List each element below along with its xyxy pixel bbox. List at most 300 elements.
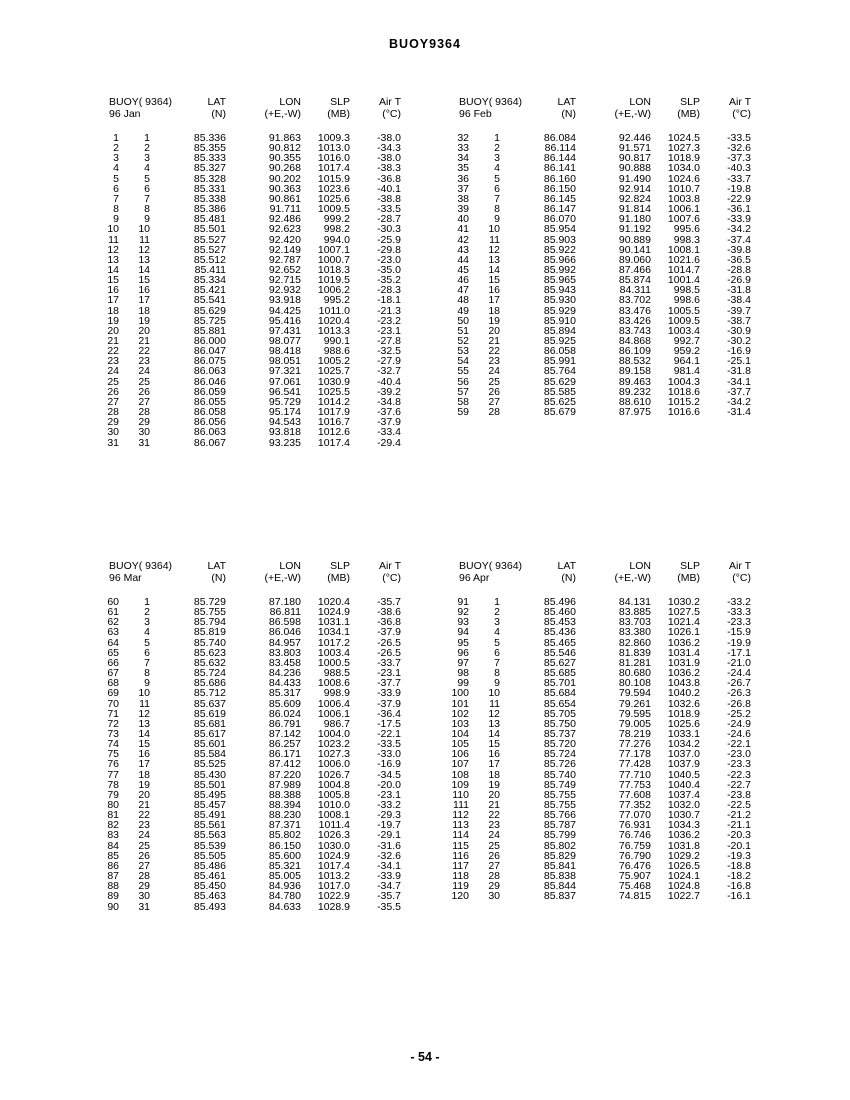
cell-day-of-year: 43 [457,243,469,256]
cell-lon: 84.780 [268,890,301,903]
cell-day-of-month: 29 [138,416,150,429]
cell-slp: 1022.9 [317,890,350,903]
cell-lon: 87.180 [268,596,301,608]
cell-lat: 85.525 [193,758,226,771]
cell-day-of-month: 4 [494,162,500,175]
cell-lat: 85.493 [193,900,226,913]
cell-lon: 90.355 [268,152,301,165]
cell-slp: 1016.7 [317,416,350,429]
cell-air-temp: -38.8 [377,192,401,205]
month-table [350,560,780,1020]
cell-day-of-month: 23 [488,355,500,368]
cell-lat: 85.881 [193,324,226,337]
cell-day-of-month: 17 [138,758,150,771]
cell-slp: 1009.3 [317,132,350,144]
cell-day-of-month: 26 [138,849,150,862]
cell-day-of-month: 11 [489,233,500,246]
cell-lon: 92.715 [268,274,301,287]
cell-day-of-year: 47 [457,284,469,297]
cell-slp: 1018.3 [317,263,350,276]
cell-slp: 998.6 [673,294,700,307]
cell-day-of-year: 54 [457,355,469,368]
cell-day-of-month: 8 [144,667,150,680]
cell-slp: 1016.0 [317,152,350,165]
cell-day-of-month: 8 [494,667,500,680]
cell-day-of-year: 102 [451,707,469,720]
cell-slp: 998.9 [323,687,350,700]
cell-day-of-year: 79 [107,788,119,801]
cell-lat: 85.930 [543,294,576,307]
cell-day-of-year: 83 [107,829,119,842]
cell-lat: 85.720 [543,738,576,751]
cell-day-of-month: 12 [488,707,500,720]
cell-day-of-month: 28 [488,870,500,883]
cell-slp: 1036.2 [667,636,700,649]
cell-lat: 86.063 [193,426,226,439]
cell-air-temp: -37.6 [377,406,401,419]
cell-day-of-month: 30 [138,890,150,903]
cell-lat: 85.527 [193,243,226,256]
cell-day-of-month: 8 [144,203,150,216]
cell-day-of-year: 35 [457,162,469,175]
cell-slp: 1005.5 [667,304,700,317]
cell-lat: 85.629 [193,304,226,317]
cell-lat: 85.463 [193,890,226,903]
cell-lon: 92.623 [268,223,301,236]
cell-air-temp: -18.8 [727,859,751,872]
cell-lon: 75.468 [618,880,651,893]
cell-day-of-year: 70 [107,697,119,710]
cell-slp: 1026.7 [317,768,350,781]
cell-lat: 85.705 [543,707,576,720]
cell-lon: 97.061 [268,375,301,388]
cell-lat: 85.430 [193,768,226,781]
cell-lon: 74.815 [618,890,651,903]
cell-lat: 85.527 [193,233,226,246]
cell-lat: 85.386 [193,203,226,216]
cell-lon: 86.109 [618,345,651,358]
cell-air-temp: -24.9 [727,717,751,730]
cell-lon: 87.975 [618,406,651,419]
cell-lon: 79.261 [618,697,651,710]
cell-air-temp: -36.1 [727,203,751,216]
header-slp: SLP [330,560,350,572]
cell-lon: 79.595 [618,707,651,720]
cell-lon: 88.610 [618,395,651,408]
header-lon-unit: (+E,-W) [264,108,301,120]
cell-lat: 85.726 [543,758,576,771]
cell-slp: 1013.0 [317,142,350,155]
cell-day-of-month: 6 [144,182,150,195]
cell-air-temp: -38.7 [727,314,751,327]
cell-day-of-year: 42 [457,233,469,246]
cell-air-temp: -37.9 [377,697,401,710]
cell-lat: 85.992 [543,263,576,276]
cell-day-of-year: 76 [107,758,119,771]
header-air-temp: Air T [729,96,751,108]
cell-lon: 88.532 [618,355,651,368]
cell-air-temp: -18.1 [377,294,401,307]
cell-air-temp: -31.8 [727,365,751,378]
cell-lat: 85.495 [193,788,226,801]
cell-lat: 86.160 [543,172,576,185]
cell-slp: 998.3 [673,233,700,246]
cell-day-of-year: 32 [457,132,469,144]
cell-lat: 86.075 [193,355,226,368]
cell-day-of-month: 17 [488,758,500,771]
cell-slp: 1010.0 [317,799,350,811]
cell-day-of-month: 19 [138,778,150,791]
cell-day-of-year: 92 [457,606,469,619]
cell-day-of-year: 87 [107,870,119,883]
cell-day-of-year: 48 [457,294,469,307]
cell-lat: 85.355 [193,142,226,155]
cell-air-temp: -33.5 [377,738,401,751]
cell-day-of-year: 3 [113,152,119,165]
cell-lat: 85.829 [543,849,576,862]
cell-lon: 83.703 [618,616,651,629]
cell-air-temp: -16.1 [727,890,751,903]
cell-lon: 86.171 [268,748,301,761]
cell-day-of-month: 6 [494,182,500,195]
cell-day-of-month: 3 [494,152,500,165]
header-slp-unit: (MB) [327,108,350,120]
cell-air-temp: -22.3 [727,768,751,781]
cell-day-of-year: 109 [451,778,469,791]
cell-day-of-month: 15 [488,738,500,751]
cell-slp: 981.4 [673,365,700,378]
cell-day-of-year: 114 [452,829,469,842]
cell-day-of-month: 16 [488,284,500,297]
cell-day-of-month: 16 [138,284,150,297]
cell-lat: 85.481 [193,213,226,226]
cell-day-of-year: 24 [107,365,119,378]
cell-slp: 1026.5 [667,859,700,872]
cell-day-of-year: 118 [452,870,469,883]
cell-air-temp: -26.7 [727,677,751,690]
cell-day-of-month: 30 [138,426,150,439]
cell-air-temp: -30.9 [727,324,751,337]
cell-day-of-month: 14 [138,263,150,276]
cell-day-of-year: 111 [453,799,469,811]
cell-slp: 1017.4 [317,162,350,175]
cell-air-temp: -33.4 [377,426,401,439]
cell-lat: 85.712 [193,687,226,700]
cell-lon: 83.803 [268,646,301,659]
cell-slp: 1004.0 [317,727,350,740]
cell-lat: 85.844 [543,880,576,893]
cell-day-of-month: 26 [488,849,500,862]
cell-air-temp: -29.8 [377,243,401,256]
cell-day-of-year: 51 [457,324,469,337]
cell-day-of-year: 31 [107,436,119,449]
cell-lon: 87.220 [268,768,301,781]
cell-lon: 88.388 [268,788,301,801]
cell-air-temp: -30.3 [377,223,401,236]
cell-lat: 85.501 [193,778,226,791]
cell-air-temp: -33.9 [377,687,401,700]
cell-lat: 86.141 [543,162,576,175]
cell-air-temp: -21.1 [727,819,751,832]
cell-slp: 1021.4 [667,616,700,629]
cell-air-temp: -33.7 [727,172,751,185]
cell-air-temp: -16.9 [377,758,401,771]
cell-day-of-year: 52 [457,335,469,347]
cell-air-temp: -27.8 [377,335,401,347]
cell-slp: 1017.4 [317,436,350,449]
cell-day-of-month: 5 [144,636,150,649]
cell-lat: 85.541 [193,294,226,307]
cell-lat: 86.144 [543,152,576,165]
cell-lon: 89.060 [618,253,651,266]
cell-lat: 86.063 [193,365,226,378]
cell-air-temp: -16.8 [727,880,751,893]
cell-lat: 85.491 [193,809,226,822]
cell-day-of-month: 20 [138,788,150,801]
header-buoy: BUOY( 9364) [109,560,173,572]
cell-lon: 89.463 [618,375,651,388]
header-air-temp-unit: (°C) [382,108,401,120]
cell-lat: 85.453 [543,616,576,629]
cell-slp: 1043.8 [667,677,700,690]
cell-slp: 1006.2 [317,284,350,297]
cell-day-of-year: 71 [107,707,119,720]
cell-slp: 1036.2 [667,829,700,842]
cell-air-temp: -33.5 [377,203,401,216]
cell-lon: 86.791 [268,717,301,730]
cell-day-of-month: 19 [488,778,500,791]
cell-lat: 85.619 [193,707,226,720]
cell-slp: 964.1 [673,355,700,368]
cell-day-of-year: 50 [457,314,469,327]
cell-lat: 85.512 [193,253,226,266]
cell-air-temp: -26.5 [377,646,401,659]
cell-slp: 994.0 [323,233,350,246]
cell-slp: 1006.0 [317,758,350,771]
cell-day-of-month: 10 [138,223,150,236]
cell-lon: 76.476 [618,859,651,872]
cell-day-of-year: 74 [107,738,119,751]
cell-day-of-month: 5 [144,172,150,185]
cell-lon: 97.321 [268,365,301,378]
cell-air-temp: -19.7 [377,819,401,832]
cell-lon: 84.131 [618,596,651,608]
cell-day-of-year: 99 [457,677,469,690]
cell-lat: 85.327 [193,162,226,175]
cell-lon: 91.192 [618,223,651,236]
cell-lon: 92.420 [268,233,301,246]
cell-air-temp: -36.8 [377,172,401,185]
cell-lat: 85.841 [543,859,576,872]
cell-lon: 86.598 [268,616,301,629]
header-slp-unit: (MB) [327,572,350,584]
cell-day-of-year: 120 [451,890,469,903]
cell-lon: 83.426 [618,314,651,327]
cell-air-temp: -31.4 [727,406,751,419]
cell-air-temp: -17.5 [377,717,401,730]
cell-slp: 995.6 [673,223,700,236]
cell-slp: 1037.4 [667,788,700,801]
cell-lat: 85.737 [543,727,576,740]
cell-lat: 85.450 [193,880,226,893]
cell-day-of-month: 15 [138,274,150,287]
cell-air-temp: -33.9 [727,213,751,226]
cell-lat: 85.799 [543,829,576,842]
cell-day-of-month: 13 [138,253,150,266]
cell-air-temp: -23.3 [727,758,751,771]
cell-slp: 1030.0 [317,839,350,852]
cell-day-of-year: 94 [457,626,469,639]
cell-lon: 87.412 [268,758,301,771]
cell-air-temp: -32.6 [377,849,401,862]
cell-air-temp: -31.6 [377,839,401,852]
cell-day-of-year: 38 [457,192,469,205]
cell-lon: 85.802 [268,829,301,842]
cell-slp: 1030.7 [667,809,700,822]
cell-air-temp: -33.9 [377,870,401,883]
cell-lat: 86.059 [193,385,226,398]
cell-air-temp: -18.2 [727,870,751,883]
cell-day-of-year: 119 [452,880,469,893]
cell-air-temp: -37.7 [377,677,401,690]
cell-lon: 83.743 [618,324,651,337]
cell-day-of-year: 41 [457,223,469,236]
cell-lat: 85.684 [543,687,576,700]
cell-lon: 81.839 [618,646,651,659]
cell-day-of-year: 115 [452,839,469,852]
cell-lat: 85.681 [193,717,226,730]
cell-air-temp: -33.2 [377,799,401,811]
cell-day-of-month: 22 [138,809,150,822]
cell-day-of-year: 117 [452,859,469,872]
cell-air-temp: -22.1 [377,727,401,740]
cell-air-temp: -25.2 [727,707,751,720]
cell-air-temp: -15.9 [727,626,751,639]
header-slp-unit: (MB) [677,572,700,584]
cell-day-of-month: 2 [144,606,150,619]
cell-air-temp: -26.9 [727,274,751,287]
cell-day-of-month: 11 [139,697,150,710]
cell-lat: 85.764 [543,365,576,378]
cell-day-of-month: 18 [488,768,500,781]
cell-day-of-month: 12 [138,243,150,256]
cell-slp: 1003.4 [667,324,700,337]
cell-day-of-month: 27 [138,859,150,872]
cell-day-of-year: 104 [451,727,469,740]
cell-lon: 87.466 [618,263,651,276]
header-lat-unit: (N) [561,108,576,120]
cell-lon: 91.711 [269,203,301,216]
cell-day-of-month: 17 [138,294,150,307]
cell-lon: 88.230 [268,809,301,822]
cell-lon: 95.729 [268,395,301,408]
cell-lon: 77.178 [618,748,651,761]
cell-slp: 1020.4 [317,596,350,608]
cell-lat: 85.465 [543,636,576,649]
cell-lon: 82.860 [618,636,651,649]
cell-lat: 85.685 [543,667,576,680]
cell-slp: 1014.2 [317,395,350,408]
cell-day-of-year: 40 [457,213,469,226]
cell-day-of-year: 85 [107,849,119,862]
cell-slp: 1034.0 [667,162,700,175]
cell-day-of-month: 27 [138,395,150,408]
cell-day-of-year: 113 [452,819,469,832]
cell-lat: 86.114 [544,142,576,155]
cell-air-temp: -38.6 [377,606,401,619]
cell-day-of-month: 30 [488,890,500,903]
cell-lat: 86.145 [543,192,576,205]
cell-lon: 86.024 [268,707,301,720]
cell-day-of-year: 106 [451,748,469,761]
cell-lat: 85.749 [543,778,576,791]
cell-day-of-month: 13 [488,253,500,266]
cell-day-of-year: 2 [113,142,119,155]
cell-lon: 95.174 [268,406,301,419]
cell-day-of-year: 65 [107,646,119,659]
cell-day-of-month: 28 [138,870,150,883]
cell-day-of-year: 64 [107,636,119,649]
cell-slp: 1037.0 [667,748,700,761]
cell-lat: 85.966 [543,253,576,266]
cell-lon: 79.005 [618,717,651,730]
cell-lon: 94.543 [268,416,301,429]
cell-day-of-year: 58 [457,395,469,408]
cell-slp: 998.5 [673,284,700,297]
cell-day-of-month: 6 [494,646,500,659]
cell-lon: 77.428 [618,758,651,771]
cell-lon: 90.888 [618,162,651,175]
cell-slp: 1011.4 [318,819,350,832]
cell-day-of-month: 14 [488,263,500,276]
cell-air-temp: -36.4 [377,707,401,720]
cell-slp: 999.2 [323,213,350,226]
header-lat: LAT [557,560,576,572]
cell-day-of-year: 59 [457,406,469,419]
cell-day-of-month: 31 [138,900,150,913]
cell-slp: 1013.3 [317,324,350,337]
cell-lat: 85.421 [193,284,226,297]
cell-day-of-year: 73 [107,727,119,740]
cell-slp: 1020.4 [317,314,350,327]
cell-day-of-year: 60 [107,596,119,608]
cell-air-temp: -19.9 [727,636,751,649]
header-lat-unit: (N) [211,108,226,120]
cell-day-of-month: 9 [494,213,500,226]
cell-day-of-month: 16 [138,748,150,761]
cell-lat: 85.501 [193,223,226,236]
cell-day-of-year: 98 [457,667,469,680]
cell-day-of-year: 27 [107,395,119,408]
cell-slp: 1034.3 [667,819,700,832]
cell-lat: 85.334 [193,274,226,287]
cell-day-of-month: 14 [138,727,150,740]
cell-slp: 1015.2 [667,395,700,408]
cell-day-of-month: 3 [494,616,500,629]
cell-air-temp: -23.1 [377,667,401,680]
cell-slp: 1007.6 [667,213,700,226]
cell-air-temp: -35.5 [377,900,401,913]
cell-lat: 85.701 [543,677,576,690]
cell-day-of-year: 53 [457,345,469,358]
cell-lat: 85.910 [543,314,576,327]
cell-day-of-year: 45 [457,263,469,276]
cell-lon: 85.609 [268,697,301,710]
cell-day-of-month: 29 [138,880,150,893]
cell-slp: 1017.4 [317,859,350,872]
cell-lon: 91.571 [618,142,651,155]
cell-air-temp: -32.7 [377,365,401,378]
